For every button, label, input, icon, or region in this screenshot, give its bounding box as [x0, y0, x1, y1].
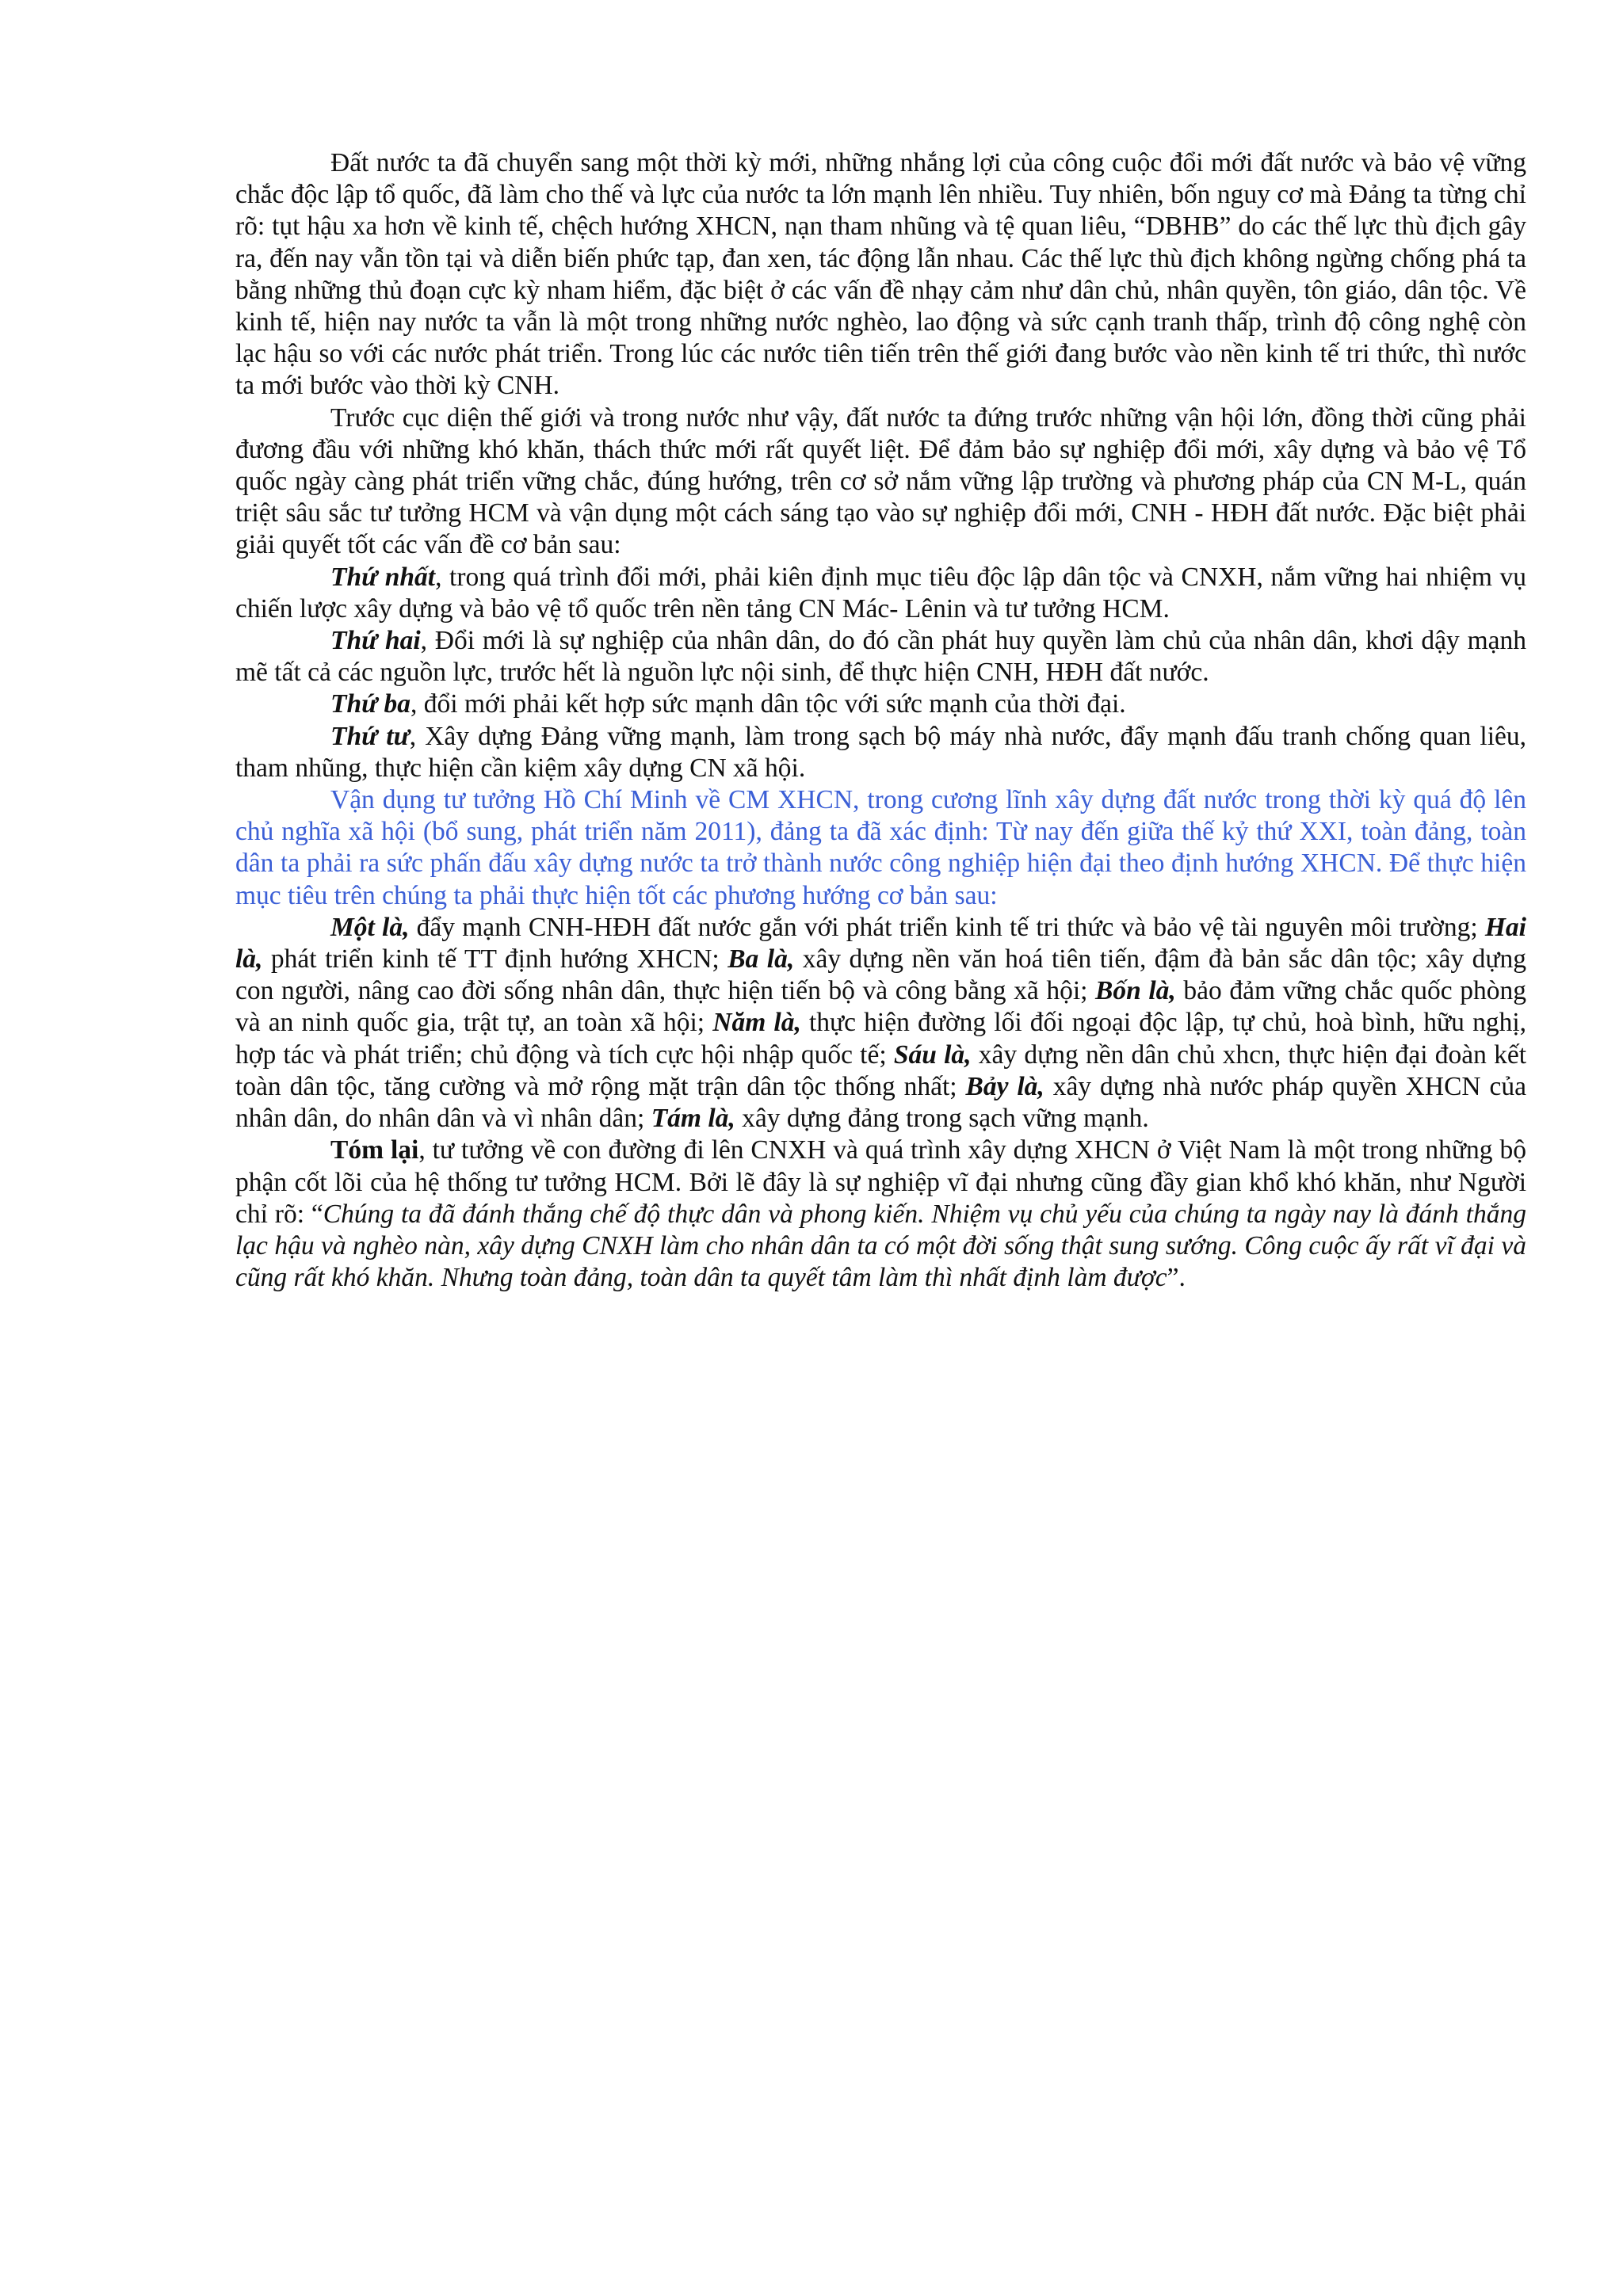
conclusion-lead: Tóm lại [330, 1135, 419, 1165]
direction-4-lead: Bốn là, [1095, 976, 1176, 1006]
second-point-lead: Thứ hai [330, 626, 421, 656]
paragraph-conclusion [235, 1135, 1526, 1294]
direction-3-lead: Ba là, [727, 944, 795, 974]
paragraph-directions [235, 912, 1526, 1135]
paragraph-context: Đất nước ta đã chuyển sang một thời kỳ mới, những nhắng lợi của công cuộc đổi mới đất nước và bảo vệ vững chắc độc lập tổ quốc, đã làm cho thế và lực của nước ta lớn mạnh lên nhiều. Tuy nhiên, bốn nguy cơ mà Đảng ta từng chỉ rõ: tụt hậu xa hơn về kinh tế, chệch hướng XHCN, nạn tham nhũng và tệ quan liêu, “DBHB” do các thế lực thù địch gây ra, đến nay vẫn tồn tại và diễn biến phức tạp, đan xen, tác động lẫn nhau. Các thế lực thù địch không ngừng chống phá ta bằng những thủ đoạn cực kỳ nham hiểm, đặc biệt ở các vấn đề nhạy cảm như dân chủ, nhân quyền, tôn giáo, dân tộc. Về kinh tế, hiện nay nước ta vẫn là một trong những nước nghèo, lao động và sức cạnh tranh thấp, trình độ công nghệ còn lạc hậu so với các nước phát triển. Trong lúc các nước tiên tiến trên thế giới đang bước vào nền kinh tế tri thức, thì nước ta mới bước vào thời kỳ CNH. [235, 148, 1526, 401]
paragraph-second-point [235, 625, 1526, 688]
direction-5-lead: Năm là, [712, 1008, 801, 1038]
direction-2-lead: Hai là, [235, 912, 1526, 974]
first-point-lead: Thứ nhất [330, 562, 436, 592]
direction-1-lead: Một là, [330, 912, 410, 942]
direction-4-text: bảo đảm vững chắc quốc phòng và an ninh quốc gia, trật tự, an toàn xã hội; [235, 976, 1526, 1038]
paragraph-platform-2011: Vận dụng tư tưởng Hồ Chí Minh về CM XHCN, trong cương lĩnh xây dựng đất nước trong thời kỳ quá độ lên chủ nghĩa xã hội (bổ sung, phát triển năm 2011), đảng ta đã xác định: Từ nay đến giữa thế kỷ thứ XXI, toàn đảng, toàn dân ta phải ra sức phấn đấu xây dựng nước ta trở thành nước công nghiệp hiện đại theo định hướng XHCN. Để thực hiện mục tiêu trên chúng ta phải thực hiện tốt các phương hướng cơ bản sau: [235, 785, 1526, 910]
direction-8-text: xây dựng đảng trong sạch vững mạnh. [735, 1104, 1149, 1134]
direction-3-text: xây dựng nền văn hoá tiên tiến, đậm đà bản sắc dân tộc; xây dựng con người, nâng cao đời sống nhân dân, thực hiện tiến bộ và công bằng xã hội; [235, 944, 1526, 1006]
direction-5-text: thực hiện đường lối đối ngoại độc lập, tự chủ, hoà bình, hữu nghị, hợp tác và phát triển; chủ động và tích cực hội nhập quốc tế; [235, 1008, 1527, 1070]
paragraph-tasks-intro: Trước cục diện thế giới và trong nước như vậy, đất nước ta đứng trước những vận hội lớn, đồng thời cũng phải đương đầu với những khó khăn, thách thức mới rất quyết liệt. Để đảm bảo sự nghiệp đổi mới, xây dựng và bảo vệ Tổ quốc ngày càng phát triển vững chắc, đúng hướng, trên cơ sở nắm vững lập trường và phương pháp của CN M-L, quán triệt sâu sắc tư tưởng HCM và vận dụng một cách sáng tạo vào sự nghiệp đổi mới, CNH - HĐH đất nước. Đặc biệt phải giải quyết tốt các vấn đề cơ bản sau: [235, 402, 1526, 560]
direction-6-text: xây dựng nền dân chủ xhcn, thực hiện đại đoàn kết toàn dân tộc, tăng cường và mở rộng mặt trận dân tộc thống nhất; [235, 1039, 1527, 1101]
first-point-text: , trong quá trình đổi mới, phải kiên định mục tiêu độc lập dân tộc và CNXH, nắm vững hai nhiệm vụ chiến lược xây dựng và bảo vệ tổ quốc trên nền tảng CN Mác- Lênin và tư tưởng HCM. [235, 562, 1527, 624]
document-page [235, 147, 1526, 1294]
direction-7-text: xây dựng nhà nước pháp quyền XHCN của nhân dân, do nhân dân và vì nhân dân; [235, 1071, 1526, 1134]
direction-6-lead: Sáu là, [893, 1039, 972, 1070]
third-point-lead: Thứ ba [330, 689, 411, 719]
conclusion-quote: Chúng ta đã đánh thắng chế độ thực dân và phong kiến. Nhiệm vụ chủ yếu của chúng ta ngày nay là đánh thắng lạc hậu và nghèo nàn, xây dựng CNXH làm cho nhân dân ta có một đời sống thật sung sướng. Công cuộc ấy rất vĩ đại và cũng rất khó khăn. Nhưng toàn đảng, toàn dân ta quyết tâm làm thì nhất định làm được [235, 1199, 1526, 1293]
direction-8-lead: Tám là, [651, 1104, 735, 1134]
direction-7-lead: Bảy là, [965, 1071, 1044, 1101]
direction-2-text: phát triển kinh tế TT định hướng XHCN; [262, 944, 728, 974]
fourth-point-text: , Xây dựng Đảng vững mạnh, làm trong sạch bộ máy nhà nước, đẩy mạnh đấu tranh chống quan liêu, tham nhũng, thực hiện cần kiệm xây dựng CN xã hội. [235, 721, 1527, 783]
conclusion-end: ”. [1167, 1263, 1186, 1293]
conclusion-text: , tư tưởng về con đường đi lên CNXH và quá trình xây dựng XHCN ở Việt Nam là một trong những bộ phận cốt lõi của hệ thống tư tưởng HCM. Bởi lẽ đây là sự nghiệp vĩ đại nhưng cũng đầy gian khổ khó khăn, như Người chỉ rõ: “ [235, 1135, 1526, 1229]
third-point-text: , đổi mới phải kết hợp sức mạnh dân tộc với sức mạnh của thời đại. [411, 689, 1126, 719]
fourth-point-lead: Thứ tư [330, 721, 410, 751]
paragraph-first-point [235, 562, 1526, 625]
paragraph-fourth-point [235, 721, 1526, 784]
second-point-text: , Đổi mới là sự nghiệp của nhân dân, do đó cần phát huy quyền làm chủ của nhân dân, khơi dậy mạnh mẽ tất cả các nguồn lực, trước hết là nguồn lực nội sinh, để thực hiện CNH, HĐH đất nước. [235, 626, 1526, 688]
direction-1-text: đẩy mạnh CNH-HĐH đất nước gắn với phát triển kinh tế tri thức và bảo vệ tài nguyên môi trường; [409, 912, 1485, 942]
paragraph-third-point [235, 688, 1526, 720]
